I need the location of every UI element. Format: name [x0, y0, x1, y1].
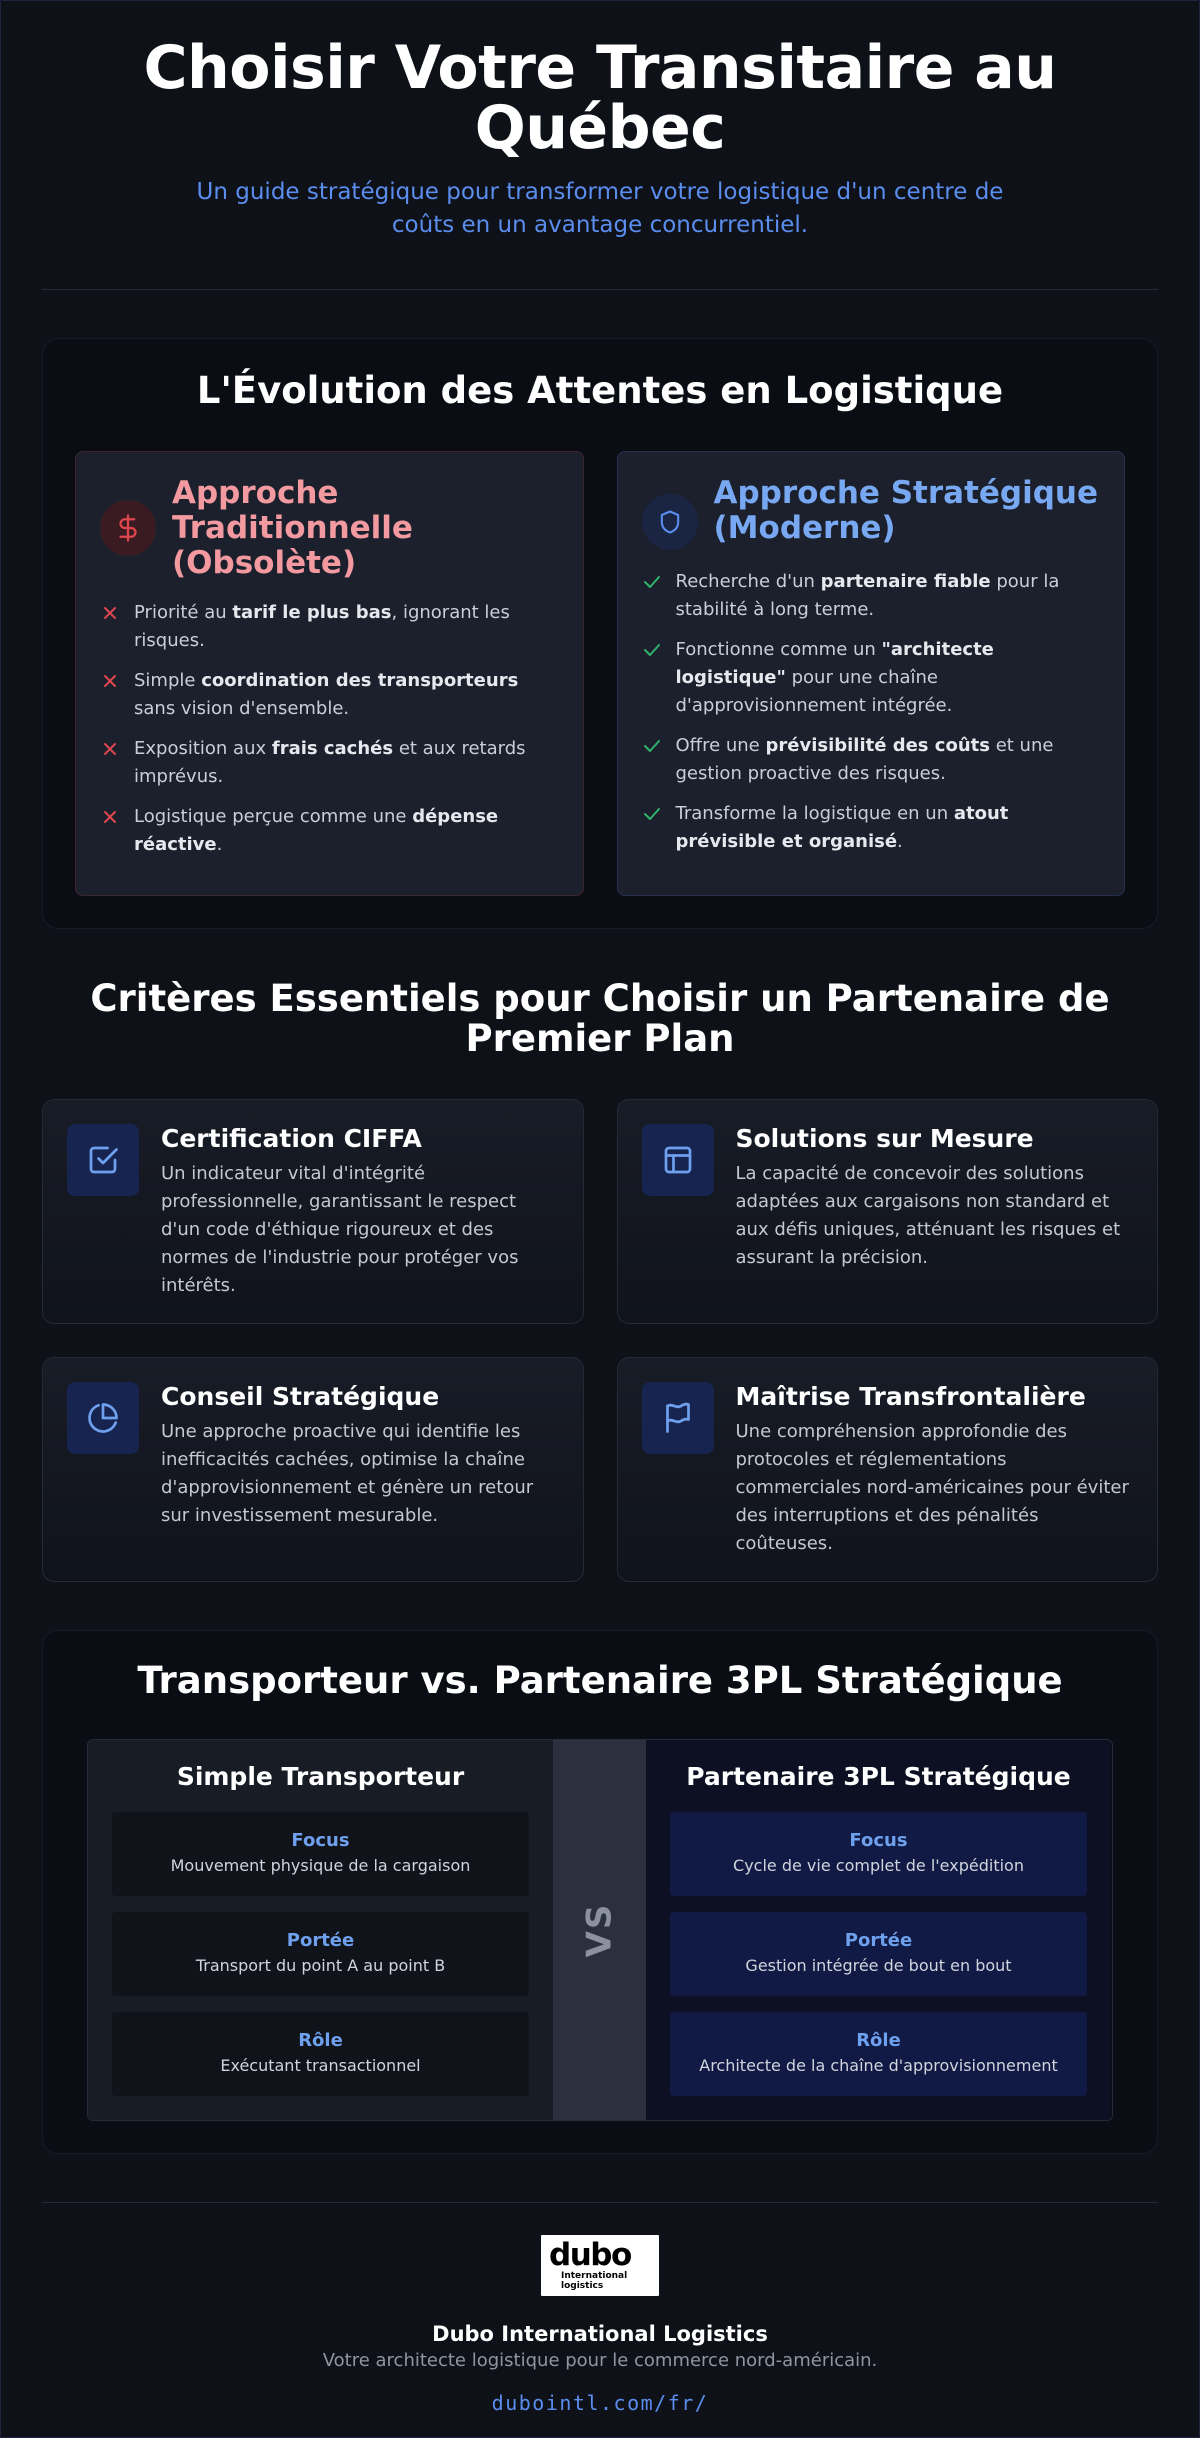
comparison-row-role [112, 2012, 529, 2096]
comparison-row-label: Focus [291, 1830, 350, 1851]
criteria-card-body [161, 1382, 559, 1557]
company-logo [541, 2235, 659, 2296]
criteria-card-body [736, 1382, 1134, 1557]
list-item-text: Simple coordination des transporteurs sans vision d'ensemble. [134, 670, 519, 719]
carrier-column [88, 1740, 553, 2120]
strategic-approach-list [642, 568, 1101, 856]
website-link[interactable]: dubointl.com/fr/ [491, 2391, 709, 2415]
strategic-approach-header [642, 476, 1101, 550]
comparison-row-role [670, 2012, 1087, 2096]
list-item [100, 735, 559, 791]
list-item-text: Transforme la logistique en un atout prévisible et organisé. [675, 803, 1009, 852]
list-item [100, 667, 559, 723]
partner-column-title: Partenaire 3PL Stratégique [686, 1762, 1071, 1791]
comparison-row-focus [112, 1812, 529, 1896]
carrier-column-title: Simple Transporteur [176, 1762, 465, 1791]
list-item [100, 803, 559, 859]
criteria-card-title: Maîtrise Transfrontalière [735, 1382, 1086, 1411]
criteria-card-strategic-advice [42, 1357, 584, 1582]
page-header [42, 0, 1158, 242]
criteria-grid [42, 1099, 1158, 1582]
dollar-icon [100, 500, 156, 556]
list-item [642, 568, 1101, 624]
comparison-row-scope [670, 1912, 1087, 1996]
comparison-section [42, 1630, 1158, 2154]
strategic-approach-card [617, 451, 1126, 896]
comparison-row-scope [112, 1912, 529, 1996]
x-icon [100, 667, 120, 695]
layout-icon [642, 1124, 714, 1196]
criteria-card-title: Certification CIFFA [161, 1124, 422, 1153]
criteria-card-custom-solutions [617, 1099, 1159, 1324]
evolution-title: L'Évolution des Attentes en Logistique [196, 369, 1004, 412]
list-item-text: Exposition aux frais cachés et aux retards imprévus. [134, 738, 526, 787]
criteria-card-title: Conseil Stratégique [161, 1382, 440, 1411]
comparison-row-value: Exécutant transactionnel [220, 2056, 421, 2075]
criteria-card-title: Solutions sur Mesure [735, 1124, 1034, 1153]
criteria-card-body [736, 1124, 1134, 1299]
page-container [42, 0, 1158, 2416]
comparison-table [87, 1739, 1113, 2121]
check-icon [642, 800, 662, 828]
comparison-row-value: Cycle de vie complet de l'expédition [733, 1856, 1024, 1875]
x-icon [100, 803, 120, 831]
list-item [642, 800, 1101, 856]
list-item-text: Logistique perçue comme une dépense réactive. [134, 806, 499, 855]
shield-icon [642, 494, 698, 550]
flag-icon [642, 1382, 714, 1454]
logo-subtext: logistics [561, 2281, 604, 2291]
list-item-text: Priorité au tarif le plus bas, ignorant les risques. [134, 602, 510, 651]
x-icon [100, 735, 120, 763]
approach-columns [75, 451, 1125, 896]
vs-divider [553, 1740, 646, 2120]
criteria-card-text: Une approche proactive qui identifie les inefficacités cachées, optimise la chaîne d'approvisionnement et génère un retour sur investissement mesurable. [161, 1421, 534, 1526]
comparison-row-value: Transport du point A au point B [195, 1956, 446, 1975]
logo-subtext: International [561, 2271, 628, 2281]
comparison-row-label: Portée [286, 1930, 355, 1951]
evolution-section [42, 338, 1158, 929]
check-icon [642, 568, 662, 596]
list-item [642, 636, 1101, 720]
comparison-row-value: Gestion intégrée de bout en bout [745, 1956, 1012, 1975]
page-title: Choisir Votre Transitaire au Québec [143, 33, 1057, 163]
comparison-row-label: Focus [849, 1830, 908, 1851]
comparison-row-label: Rôle [298, 2030, 343, 2051]
comparison-row-value: Mouvement physique de la cargaison [170, 1856, 471, 1875]
comparison-row-focus [670, 1812, 1087, 1896]
criteria-card-ciffa [42, 1099, 584, 1324]
list-item-text: Fonctionne comme un "architecte logistique" pour une chaîne d'approvisionnement intégrée. [675, 639, 994, 716]
check-icon [642, 732, 662, 760]
list-item [642, 732, 1101, 788]
page-footer [42, 2203, 1158, 2416]
pie-chart-icon [67, 1382, 139, 1454]
comparison-row-label: Portée [844, 1930, 913, 1951]
criteria-card-text: Un indicateur vital d'intégrité professionnelle, garantissant le respect d'un code d'éthique rigoureux et des normes de l'industrie pour protéger vos intérêts. [161, 1163, 519, 1296]
traditional-approach-title: Approche Traditionnelle (Obsolète) [172, 475, 413, 581]
comparison-row-label: Rôle [856, 2030, 901, 2051]
traditional-approach-card [75, 451, 584, 896]
criteria-title: Critères Essentiels pour Choisir un Partenaire de Premier Plan [90, 977, 1110, 1060]
comparison-title: Transporteur vs. Partenaire 3PL Stratégique [137, 1659, 1063, 1702]
company-name: Dubo International Logistics [432, 2322, 768, 2346]
list-item [100, 599, 559, 655]
partner-column [646, 1740, 1111, 2120]
criteria-card-body [161, 1124, 559, 1299]
criteria-card-text: La capacité de concevoir des solutions adaptées aux cargaisons non standard et aux défis uniques, atténuant les risques et assurant la précision. [735, 1163, 1121, 1268]
criteria-card-text: Une compréhension approfondie des protocoles et réglementations commerciales nord-américaines pour éviter des interruptions et des pénalités coûteuses. [735, 1421, 1129, 1554]
comparison-row-value: Architecte de la chaîne d'approvisionnement [699, 2056, 1058, 2075]
checkbox-icon [67, 1124, 139, 1196]
vs-label: VS [579, 1902, 620, 1958]
check-icon [642, 636, 662, 664]
list-item-text: Recherche d'un partenaire fiable pour la stabilité à long terme. [675, 571, 1060, 620]
page-subtitle: Un guide stratégique pour transformer votre logistique d'un centre de coûts en un avantage concurrentiel. [196, 179, 1004, 238]
header-divider [42, 289, 1158, 290]
strategic-approach-title: Approche Stratégique (Moderne) [713, 475, 1099, 546]
criteria-card-cross-border [617, 1357, 1159, 1582]
logo-wordmark: dubo [549, 2237, 631, 2273]
traditional-approach-header [100, 476, 559, 581]
list-item-text: Offre une prévisibilité des coûts et une gestion proactive des risques. [675, 735, 1054, 784]
x-icon [100, 599, 120, 627]
traditional-approach-list [100, 599, 559, 859]
company-tagline: Votre architecte logistique pour le commerce nord-américain. [322, 2350, 878, 2371]
